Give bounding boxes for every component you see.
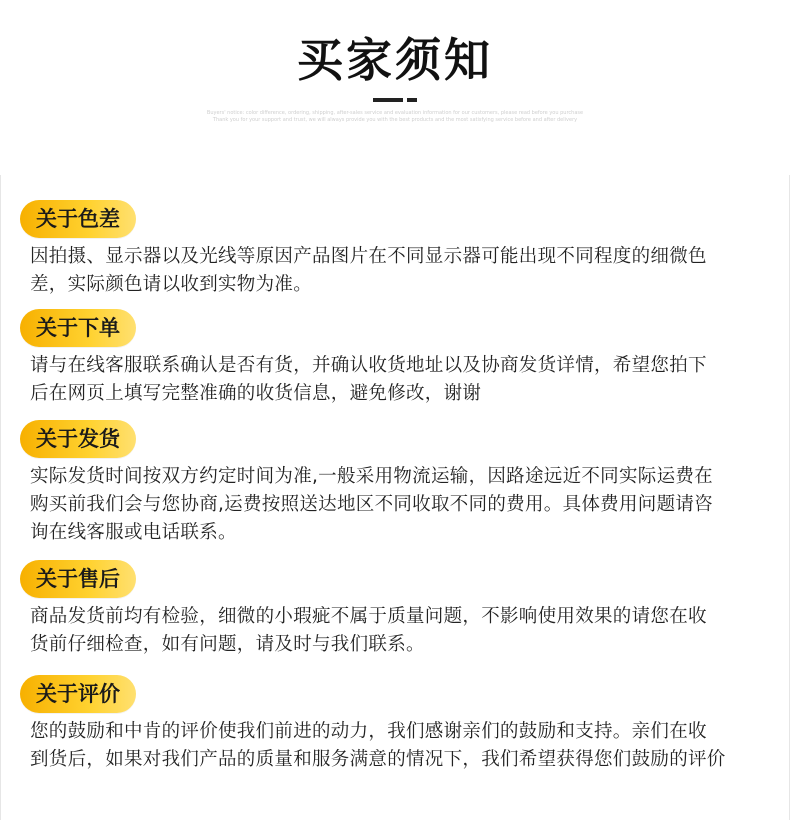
text-line: 后在网页上填写完整准确的收货信息，避免修改，谢谢 xyxy=(30,383,482,404)
header xyxy=(0,0,790,175)
section-text-shipping xyxy=(30,463,766,547)
text-line: 到货后，如果对我们产品的质量和服务满意的情况下，我们希望获得您们鼓励的评价 xyxy=(30,749,726,770)
text-line: 因拍摄、显示器以及光线等原因产品图片在不同显示器可能出现不同程度的细微色 xyxy=(30,246,707,267)
section-title-color-difference: 关于色差 xyxy=(20,200,136,238)
left-border xyxy=(0,175,1,820)
section-text-ordering xyxy=(30,352,766,408)
section-text-evaluation xyxy=(30,718,766,774)
section-title-shipping: 关于发货 xyxy=(20,420,136,458)
tagline-line-1: Buyers' notice: color difference, ordering, shipping, after-sales service and evaluation information for our customers, please read before you purchase xyxy=(206,110,584,116)
text-line: 请与在线客服联系确认是否有货，并确认收货地址以及协商发货详情，希望您拍下 xyxy=(30,355,707,376)
text-line: 实际发货时间按双方约定时间为准,一般采用物流运输，因路途远近不同实际运费在 xyxy=(30,466,713,487)
text-line: 购买前我们会与您协商,运费按照送达地区不同收取不同的费用。具体费用问题请咨 xyxy=(30,494,713,515)
section-text-color-difference xyxy=(30,243,766,299)
text-line: 询在线客服或电话联系。 xyxy=(30,522,237,543)
underline-bar xyxy=(373,98,403,102)
text-line: 货前仔细检查，如有问题，请及时与我们联系。 xyxy=(30,634,425,655)
section-title-after-sales: 关于售后 xyxy=(20,560,136,598)
page-title: 买家须知 xyxy=(297,33,493,87)
underline-dot xyxy=(407,98,417,102)
text-line: 差，实际颜色请以收到实物为准。 xyxy=(30,274,313,295)
section-title-ordering: 关于下单 xyxy=(20,309,136,347)
section-title-evaluation: 关于评价 xyxy=(20,675,136,713)
text-line: 您的鼓励和中肯的评价使我们前进的动力，我们感谢亲们的鼓励和支持。亲们在收 xyxy=(30,721,707,742)
section-text-after-sales xyxy=(30,603,766,659)
text-line: 商品发货前均有检验，细微的小瑕疵不属于质量问题，不影响使用效果的请您在收 xyxy=(30,606,707,627)
tagline-line-2: Thank you for your support and trust, we will always provide you with the best products and the most satisfying service before and after delivery xyxy=(212,117,578,123)
